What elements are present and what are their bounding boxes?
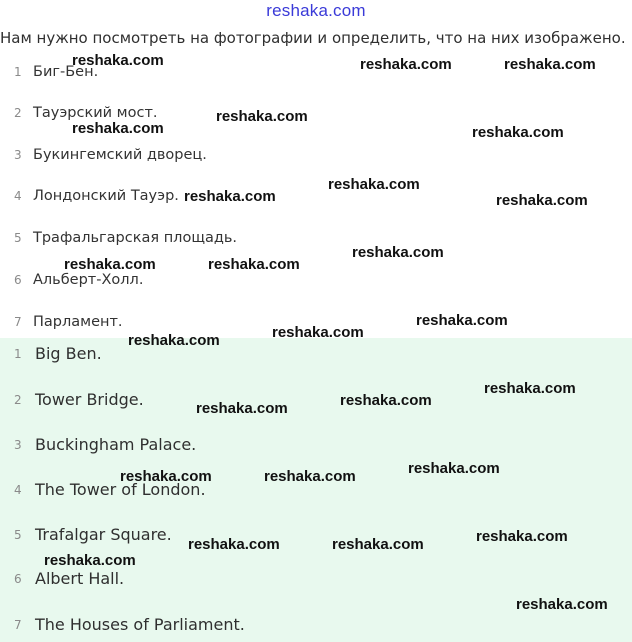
watermark: reshaka.com (476, 528, 568, 545)
watermark: reshaka.com (332, 536, 424, 553)
item-number: 4 (14, 189, 22, 203)
watermark: reshaka.com (264, 468, 356, 485)
watermark: reshaka.com (72, 52, 164, 69)
watermark: reshaka.com (196, 400, 288, 417)
item-number: 1 (14, 65, 22, 79)
watermark: reshaka.com (504, 56, 596, 73)
item-label: The Houses of Parliament. (35, 615, 245, 634)
watermark: reshaka.com (416, 312, 508, 329)
watermark: reshaka.com (184, 188, 276, 205)
watermark: reshaka.com (484, 380, 576, 397)
item-number: 6 (14, 572, 22, 586)
item-label: The Tower of London. (35, 480, 206, 499)
item-number: 6 (14, 273, 22, 287)
watermark: reshaka.com (72, 120, 164, 137)
watermark: reshaka.com (208, 256, 300, 273)
watermark: reshaka.com (64, 256, 156, 273)
item-label: Альберт-Холл. (33, 272, 144, 288)
item-label: Биг-Бен. (33, 64, 99, 80)
watermark: reshaka.com (44, 552, 136, 569)
item-label: Buckingham Palace. (35, 435, 197, 454)
item-label: Trafalgar Square. (35, 525, 172, 544)
task-text: Нам нужно посмотреть на фотографии и определить, что на них изображено. (0, 29, 626, 47)
item-label: Тауэрский мост. (33, 105, 158, 121)
watermark: reshaka.com (496, 192, 588, 209)
watermark: reshaka.com (360, 56, 452, 73)
item-number: 7 (14, 618, 22, 632)
watermark: reshaka.com (408, 460, 500, 477)
item-number: 3 (14, 438, 22, 452)
item-label: Парламент. (33, 314, 123, 330)
item-label: Букингемский дворец. (33, 147, 207, 163)
site-title-link[interactable]: reshaka.com (266, 1, 366, 20)
item-number: 5 (14, 231, 22, 245)
item-number: 3 (14, 148, 22, 162)
item-number: 2 (14, 393, 22, 407)
item-label: Tower Bridge. (35, 390, 144, 409)
item-number: 7 (14, 315, 22, 329)
item-label: Лондонский Тауэр. (33, 188, 179, 204)
watermark: reshaka.com (340, 392, 432, 409)
site-header (0, 0, 632, 22)
watermark: reshaka.com (120, 468, 212, 485)
watermark: reshaka.com (352, 244, 444, 261)
item-number: 4 (14, 483, 22, 497)
item-number: 2 (14, 106, 22, 120)
item-number: 5 (14, 528, 22, 542)
watermark: reshaka.com (216, 108, 308, 125)
watermark: reshaka.com (272, 324, 364, 341)
watermark: reshaka.com (516, 596, 608, 613)
item-label: Albert Hall. (35, 569, 125, 588)
item-number: 1 (14, 347, 22, 361)
watermark: reshaka.com (188, 536, 280, 553)
watermark: reshaka.com (472, 124, 564, 141)
item-label: Big Ben. (35, 344, 102, 363)
watermark: reshaka.com (128, 332, 220, 349)
item-label: Трафальгарская площадь. (33, 230, 238, 246)
watermark: reshaka.com (328, 176, 420, 193)
